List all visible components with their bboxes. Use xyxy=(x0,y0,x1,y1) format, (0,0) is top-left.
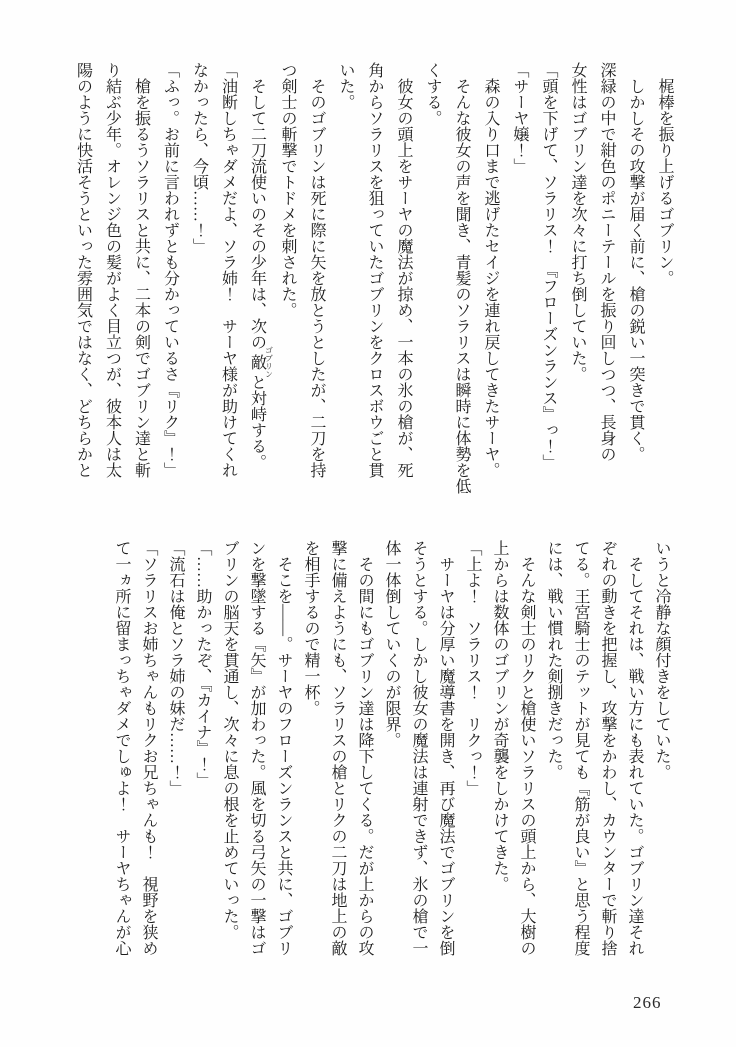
text-line: 「ソラリスお姉ちゃんもリクお兄ちゃんも！ 視野を狭め xyxy=(140,540,157,956)
text-line: 「サーヤ嬢！」 xyxy=(511,62,528,174)
text-line: 角からソラリスを狙っていたゴブリンをクロスボウごと貫 xyxy=(366,62,383,478)
text-line: ブリンの脳天を貫通し、次々に息の根を止めていった。 xyxy=(221,540,238,940)
text-line: その間にもゴブリン達は降下してくる。だが上からの攻 xyxy=(356,540,373,956)
text-line: 「……助かったぞ、『カイナ』！」 xyxy=(194,540,211,788)
text-line: 槍を振るうソラリスと共に、二本の剣でゴブリン達と斬 xyxy=(132,62,150,478)
text-line: てる。王宮騎士のテットが見ても『筋が良い』と思う程度 xyxy=(572,540,589,956)
text-line: 「ふっ。お前に言われずとも分かっているさ『リク』！」 xyxy=(161,62,179,478)
text-line: そのゴブリンは死に際に矢を放とうとしたが、二刀を持 xyxy=(308,62,325,478)
text-line: 森の入り口まで逃げたセイジを連れ戻してきたサーヤ。 xyxy=(482,62,499,478)
text-line: 梶棒を振り上げるゴブリン。 xyxy=(656,62,673,286)
text-line: ンを撃墜する『矢』が加わった。風を切る弓矢の一撃はゴ xyxy=(248,540,265,956)
text-line: を相手するので精一杯。 xyxy=(302,540,319,716)
text-line: くする。 xyxy=(424,62,441,126)
text-line: そうとする。しかし彼女の魔法は連射できず、氷の槍で一 xyxy=(410,540,427,956)
text-line: つ剣士の斬撃でトドメを刺された。 xyxy=(279,62,296,318)
text-line: 「油断しちゃダメだよ、ソラ姉！ サーヤ様が助けてくれ xyxy=(219,62,237,478)
text-line: 撃に備えようにも、ソラリスの槍とリクの二刀は地上の敵 xyxy=(329,540,346,956)
text-line: そんな剣士のリクと槍使いソラリスの頭上から、大樹の xyxy=(518,540,535,956)
novel-text-block-bottom xyxy=(108,540,675,984)
text-line: て一ヵ所に留まっちゃダメでしゅよ！ サーヤちゃんが心 xyxy=(113,540,130,956)
text-line: 陽のように快活そうといった雰囲気ではなく、どちらかと xyxy=(74,62,92,478)
text-line: ぞれの動きを把握し、攻撃をかわし、カウンターで斬り捨 xyxy=(599,540,616,956)
text-line: いた。 xyxy=(337,62,354,110)
text-line: 深緑の中で紺色のポニーテールを振り回しつつ、長身の xyxy=(598,62,615,462)
text-line: いうと冷静な顔付きをしていた。 xyxy=(653,540,670,780)
text-line: 「頭を下げて、ソラリス！ 『フローズンランス』っ！」 xyxy=(540,62,557,470)
text-line: しかしその攻撃が届く前に、槍の鋭い一突きで貫く。 xyxy=(627,62,644,462)
text-line: 「流石は俺とソラ姉の妹だ……！」 xyxy=(167,540,184,796)
text-line: 体一体倒していくのが限界。 xyxy=(383,540,400,748)
text-line: サーヤは分厚い魔導書を開き、再び魔法でゴブリンを倒 xyxy=(437,540,454,956)
text-line: そこを――。サーヤのフローズンランスと共に、ゴブリ xyxy=(275,540,292,956)
page-number: 266 xyxy=(633,993,662,1012)
text-line: 女性はゴブリン達を次々に打ち倒していた。 xyxy=(569,62,586,382)
text-line: 「上よ！ ソラリス！ リクっ！」 xyxy=(464,540,481,796)
text-line: なかったら、今頃……！」 xyxy=(190,62,208,254)
text-line: そして二刀流使いのその少年は、次の敵 ゴブリンと対峙する。 xyxy=(248,62,274,470)
text-line: には、戦い慣れた剣捌きだった。 xyxy=(545,540,562,780)
text-line: そんな彼女の声を聞き、青髪のソラリスは瞬時に体勢を低 xyxy=(453,62,470,494)
ruby-annotated-word: 敵 ゴブリン xyxy=(248,346,274,378)
text-line: 彼女の頭上をサーヤの魔法が掠め、一本の氷の槍が、死 xyxy=(395,62,412,478)
text-line: 上からは数体のゴブリンが奇襲をしかけてきた。 xyxy=(491,540,508,892)
novel-text-block-top xyxy=(69,62,680,506)
text-line: そしてそれは、戦い方にも表れていた。ゴブリン達それ xyxy=(626,540,643,956)
text-line: り結ぶ少年。オレンジ色の髪がよく目立つが、彼本人は太 xyxy=(103,62,121,478)
